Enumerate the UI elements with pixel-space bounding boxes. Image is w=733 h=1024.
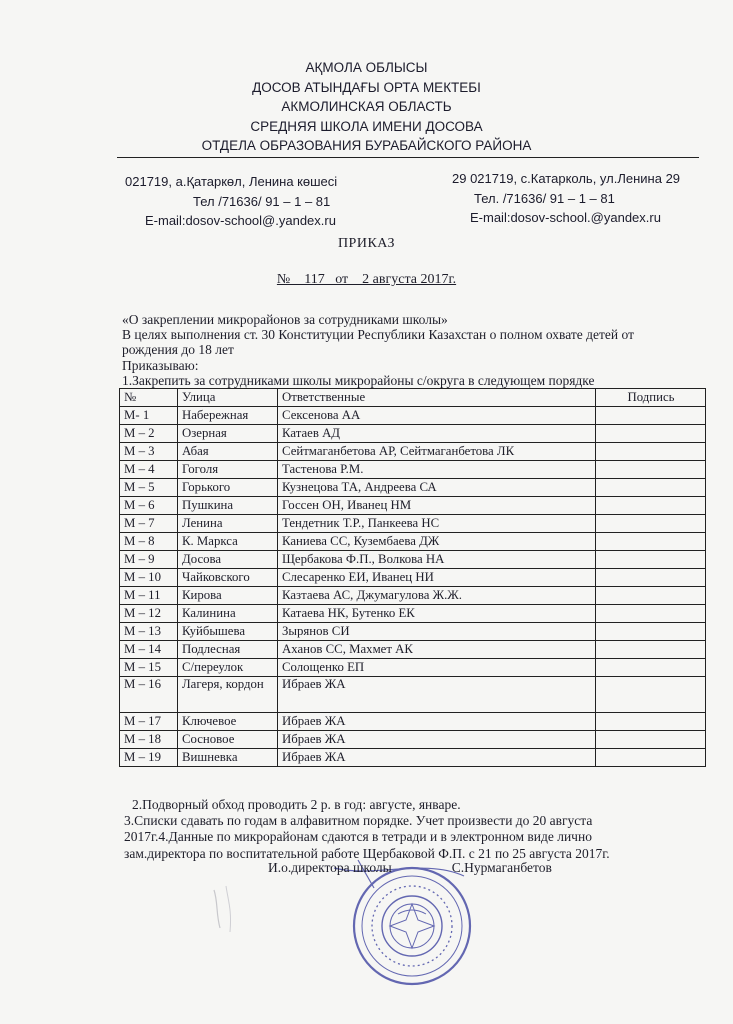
order-basis-line1: В целях выполнения ст. 30 Конституции Республики Казахстан о полном охвате детей от	[122, 327, 634, 343]
row-responsible: Ибраев ЖА	[278, 677, 596, 713]
row-signature	[596, 497, 706, 515]
row-number: М – 2	[120, 425, 178, 443]
row-street: Подлесная	[178, 641, 278, 659]
row-signature	[596, 623, 706, 641]
order-subject: «О закреплении микрорайонов за сотрудниками школы»	[122, 312, 448, 327]
address-left-street: 021719, а.Қатаркөл, Ленина көшесі	[125, 174, 338, 189]
row-responsible: Сексенова АА	[278, 407, 596, 425]
table-row	[120, 425, 706, 443]
row-number: М – 3	[120, 443, 178, 461]
row-responsible: Катаев АД	[278, 425, 596, 443]
signer-name: С.Нурмаганбетов	[451, 860, 552, 875]
row-number: М – 9	[120, 551, 178, 569]
signer-role: И.о.директора школы	[268, 860, 392, 875]
row-signature	[596, 749, 706, 767]
row-street: Ленина	[178, 515, 278, 533]
row-responsible: Казтаева АС, Джумагулова Ж.Ж.	[278, 587, 596, 605]
row-signature	[596, 641, 706, 659]
row-responsible: Каниева СС, Кузембаева ДЖ	[278, 533, 596, 551]
letterhead-school-ru: СРЕДНЯЯ ШКОЛА ИМЕНИ ДОСОВА	[250, 118, 483, 134]
row-street: Калинина	[178, 605, 278, 623]
row-number: М – 8	[120, 533, 178, 551]
address-left-email: E-mail:dosov-school@.yandex.ru	[145, 213, 336, 228]
row-signature	[596, 425, 706, 443]
row-street: Гоголя	[178, 461, 278, 479]
row-signature	[596, 515, 706, 533]
table-row	[120, 677, 706, 713]
row-signature	[596, 551, 706, 569]
table-row	[120, 605, 706, 623]
row-responsible: Тендетник Т.Р., Панкеева НС	[278, 515, 596, 533]
row-number: М – 6	[120, 497, 178, 515]
table-row	[120, 551, 706, 569]
order-number-date: № 117 от 2 августа 2017г.	[276, 272, 457, 287]
row-number: М – 19	[120, 749, 178, 767]
row-street: Досова	[178, 551, 278, 569]
table-row	[120, 569, 706, 587]
row-number: М – 16	[120, 677, 178, 713]
header-responsible: Ответственные	[278, 389, 596, 407]
letterhead-school-kz: ДОСОВ АТЫНДАҒЫ ОРТА МЕКТЕБІ	[252, 79, 481, 95]
row-responsible: Слесаренко ЕИ, Иванец НИ	[278, 569, 596, 587]
order-title: ПРИКАЗ	[337, 236, 396, 251]
row-number: М – 17	[120, 713, 178, 731]
address-right-street: 29 021719, с.Катарколь, ул.Ленина 29	[452, 171, 681, 186]
table-row	[120, 641, 706, 659]
row-street: Абая	[178, 443, 278, 461]
row-number: М – 4	[120, 461, 178, 479]
signature-block	[268, 860, 552, 876]
letterhead	[0, 58, 733, 156]
row-signature	[596, 677, 706, 713]
header-number: №	[120, 389, 178, 407]
row-street: Чайковского	[178, 569, 278, 587]
header-signature: Подпись	[596, 389, 706, 407]
row-street: Горького	[178, 479, 278, 497]
address-left-phone: Тел /71636/ 91 – 1 – 81	[193, 193, 331, 209]
row-signature	[596, 659, 706, 677]
row-responsible: Госсен ОН, Иванец НМ	[278, 497, 596, 515]
letterhead-region-ru: АКМОЛИНСКАЯ ОБЛАСТЬ	[281, 99, 452, 115]
row-street: Озерная	[178, 425, 278, 443]
table-row	[120, 515, 706, 533]
row-signature	[596, 731, 706, 749]
row-signature	[596, 407, 706, 425]
scan-mark-icon	[206, 880, 246, 940]
address-right-email: E-mail:dosov-school.@yandex.ru	[470, 210, 661, 225]
row-responsible: Ибраев ЖА	[278, 731, 596, 749]
row-number: М – 5	[120, 479, 178, 497]
row-signature	[596, 479, 706, 497]
table-row	[120, 713, 706, 731]
table-row	[120, 461, 706, 479]
table-row	[120, 587, 706, 605]
row-signature	[596, 461, 706, 479]
row-street: Кирова	[178, 587, 278, 605]
row-number: М – 15	[120, 659, 178, 677]
table-row	[120, 407, 706, 425]
row-responsible: Щербакова Ф.П., Волкова НА	[278, 551, 596, 569]
header-divider	[117, 157, 699, 158]
row-responsible: Сейтмаганбетова АР, Сейтмаганбетова ЛК	[278, 443, 596, 461]
row-signature	[596, 605, 706, 623]
row-street: Ключевое	[178, 713, 278, 731]
row-street: Лагеря, кордон	[178, 677, 278, 713]
row-number: М – 14	[120, 641, 178, 659]
row-street: Куйбышева	[178, 623, 278, 641]
row-responsible: Тастенова Р.М.	[278, 461, 596, 479]
row-responsible: Зырянов СИ	[278, 623, 596, 641]
assignment-table	[119, 388, 706, 767]
row-number: М – 7	[120, 515, 178, 533]
row-street: Пушкина	[178, 497, 278, 515]
row-number: М- 1	[120, 407, 178, 425]
row-signature	[596, 587, 706, 605]
row-signature	[596, 569, 706, 587]
order-intro	[122, 312, 712, 388]
address-right-phone: Тел. /71636/ 91 – 1 – 81	[474, 190, 615, 206]
row-number: М – 11	[120, 587, 178, 605]
row-number: М – 12	[120, 605, 178, 623]
row-responsible: Катаева НК, Бутенко ЕК	[278, 605, 596, 623]
row-street: С/переулок	[178, 659, 278, 677]
row-street: К. Маркса	[178, 533, 278, 551]
row-number: М – 18	[120, 731, 178, 749]
table-row	[120, 533, 706, 551]
table-header-row	[120, 389, 706, 407]
row-responsible: Ибраев ЖА	[278, 749, 596, 767]
table-row	[120, 623, 706, 641]
row-responsible: Солощенко ЕП	[278, 659, 596, 677]
row-street: Сосновое	[178, 731, 278, 749]
table-row	[120, 731, 706, 749]
row-responsible: Кузнецова ТА, Андреева СА	[278, 479, 596, 497]
row-signature	[596, 533, 706, 551]
table-row	[120, 497, 706, 515]
table-row	[120, 479, 706, 497]
address-right	[452, 169, 680, 228]
table-row	[120, 749, 706, 767]
row-signature	[596, 713, 706, 731]
row-signature	[596, 443, 706, 461]
address-left	[125, 172, 337, 231]
row-responsible: Ибраев ЖА	[278, 713, 596, 731]
letterhead-region-kz: АҚМОЛА ОБЛЫСЫ	[305, 60, 428, 75]
order-point-1: 1.Закрепить за сотрудниками школы микрорайоны с/округа в следующем порядке	[122, 372, 595, 388]
header-street: Улица	[178, 389, 278, 407]
row-responsible: Аханов СС, Махмет АК	[278, 641, 596, 659]
order-basis-line2: рождения до 18 лет	[122, 342, 234, 358]
note-point-3-cont: 2017г.4.Данные по микрорайонам сдаются в тетради и в электронном виде лично	[124, 829, 592, 845]
order-command: Приказываю:	[122, 357, 199, 373]
row-street: Вишневка	[178, 749, 278, 767]
note-point-4: зам.директора по воспитательной работе Щербаковой Ф.П. с 21 по 25 августа 2017г.	[124, 845, 610, 861]
row-street: Набережная	[178, 407, 278, 425]
table-row	[120, 443, 706, 461]
letterhead-department: ОТДЕЛА ОБРАЗОВАНИЯ БУРАБАЙСКОГО РАЙОНА	[201, 138, 532, 154]
row-number: М – 10	[120, 569, 178, 587]
note-point-3: 3.Списки сдавать по годам в алфавитном порядке. Учет произвести до 20 августа	[124, 813, 593, 829]
row-number: М – 13	[120, 623, 178, 641]
note-point-2: 2.Подворный обход проводить 2 р. в год: августе, январе.	[132, 797, 461, 812]
table-row	[120, 659, 706, 677]
